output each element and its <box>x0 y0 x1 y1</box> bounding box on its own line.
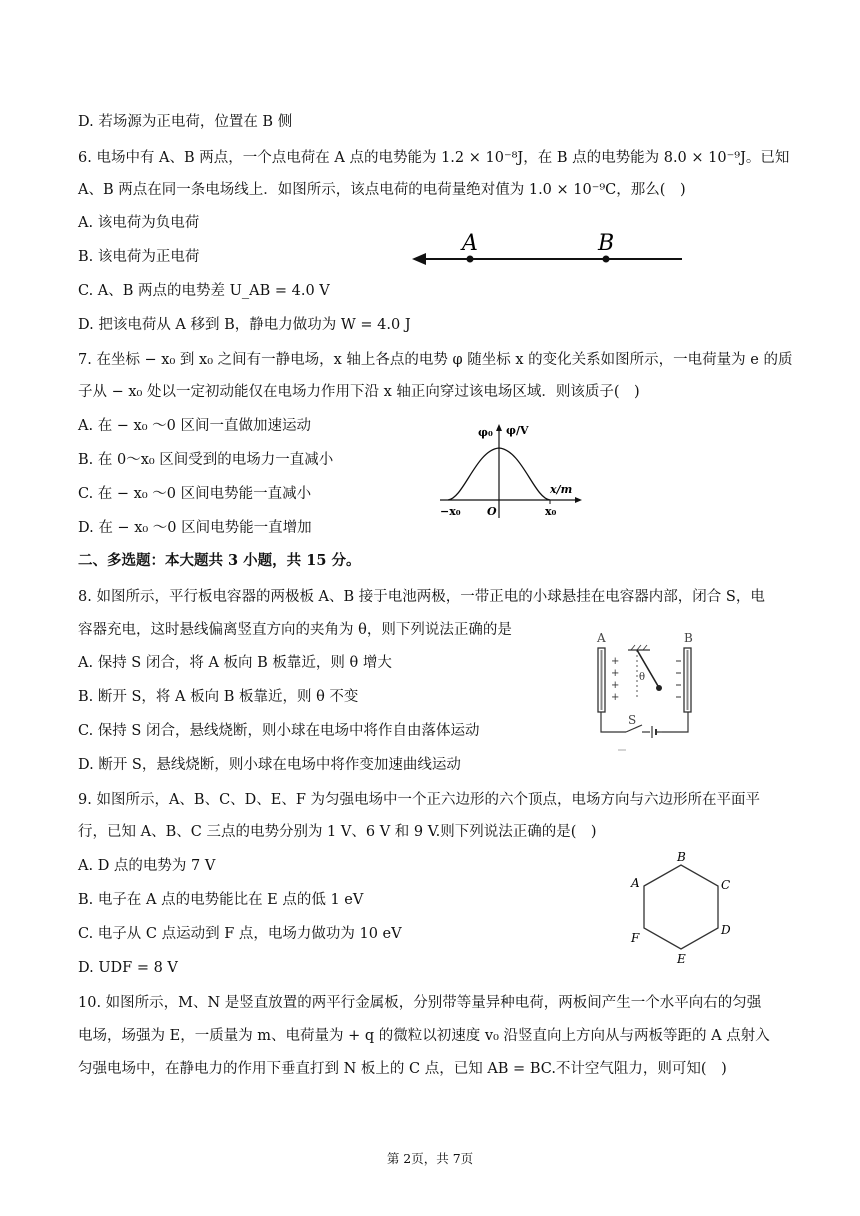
ceiling-hatch <box>631 645 647 650</box>
vertex-f-label: F <box>631 931 640 945</box>
text-line: D. 在 − x₀ ～0 区间电势能一直增加 <box>78 520 312 536</box>
text-line: 匀强电场中，在静电力的作用下垂直打到 N 板上的 C 点，已知 AB = BC.不计空气阻力，则可知( ) <box>78 1061 727 1077</box>
text-line: A. 在 − x₀ ～0 区间一直做加速运动 <box>78 418 311 434</box>
vertex-a-label: A <box>631 876 640 890</box>
text-line: 10. 如图所示，M、N 是竖直放置的两平行金属板，分别带等量异种电荷，两板间产生一个水平向右的匀强 <box>78 995 762 1011</box>
text-line: A. D 点的电势为 7 V <box>78 858 216 874</box>
phi0-label: φ₀ <box>478 426 493 439</box>
page-footer: 第 2页，共 7页 <box>386 1151 474 1166</box>
text-line: 6. 电场中有 A、B 两点，一个点电荷在 A 点的电势能为 1.2 × 10⁻⁸J，在 B 点的电势能为 8.0 × 10⁻⁹J。已知 <box>78 150 790 166</box>
text-line: 行，已知 A、B、C 三点的电势分别为 1 V、6 V 和 9 V.则下列说法正确的是( ) <box>78 824 597 840</box>
vertex-d-label: D <box>721 923 731 937</box>
text-line: C. 在 − x₀ ～0 区间电势能一直减小 <box>78 486 312 502</box>
neg-x0-label: −x₀ <box>440 505 461 518</box>
text-line: 电场，场强为 E，一质量为 m、电荷量为 + q 的微粒以初速度 v₀ 沿竖直向上方向从与两板等距的 A 点射入 <box>78 1028 770 1044</box>
svg-text:+: + <box>611 668 620 679</box>
plus-signs <box>611 656 619 703</box>
label-a: A <box>462 231 478 256</box>
text-line: C. 电子从 C 点运动到 F 点，电场力做功为 10 eV <box>78 926 402 942</box>
svg-text:+: + <box>611 656 620 667</box>
svg-text:+: + <box>611 680 620 691</box>
text-line: 容器充电，这时悬线偏离竖直方向的夹角为 θ，则下列说法正确的是 <box>78 622 512 638</box>
charged-ball <box>656 685 662 691</box>
wire-right <box>662 712 688 732</box>
text-line: A、B 两点在同一条电场线上．如图所示，该点电荷的电荷量绝对值为 1.0 × 10⁻⁹C，那么( ) <box>78 182 686 198</box>
y-axis-label: φ/V <box>506 424 529 437</box>
text-line: B. 该电荷为正电荷 <box>78 249 200 265</box>
text-line: C. A、B 两点的电势差 U_AB = 4.0 V <box>78 283 330 299</box>
x0-label: x₀ <box>545 505 557 518</box>
text-line: D. 断开 S，悬线烧断，则小球在电场中将作变加速曲线运动 <box>78 757 461 773</box>
field-line-figure <box>410 228 690 274</box>
label-b: B <box>598 231 615 256</box>
potential-graph <box>436 420 586 520</box>
text-line: B. 在 0～x₀ 区间受到的电场力一直减小 <box>78 452 334 468</box>
plate-b-label: B <box>684 631 693 645</box>
text-line: 9. 如图所示，A、B、C、D、E、F 为匀强电场中一个正六边形的六个顶点，电场方向与六边形所在平面平 <box>78 792 761 808</box>
plate-a-label: A <box>597 631 606 645</box>
text-line: B. 电子在 A 点的电势能比在 E 点的低 1 eV <box>78 892 364 908</box>
section-heading: 二、多选题：本大题共 3 小题，共 15 分。 <box>78 552 361 569</box>
text-line: D. 把该电荷从 A 移到 B，静电力做功为 W = 4.0 J <box>78 317 411 333</box>
point-b <box>603 256 610 263</box>
x-axis-arrow-icon <box>575 497 582 503</box>
vertex-b-label: B <box>677 850 686 864</box>
hexagon-figure <box>626 848 740 968</box>
text-line: D. 若场源为正电荷，位置在 B 侧 <box>78 114 293 130</box>
wire-left <box>601 712 626 732</box>
text-line: A. 该电荷为负电荷 <box>78 215 200 231</box>
hexagon <box>644 865 718 949</box>
text-line: D. UDF = 8 V <box>78 960 178 976</box>
text-line: A. 保持 S 闭合，将 A 板向 B 板靠近，则 θ 增大 <box>78 655 392 671</box>
switch-label: S <box>628 713 637 727</box>
point-a <box>467 256 474 263</box>
text-line: 7. 在坐标 − x₀ 到 x₀ 之间有一静电场，x 轴上各点的电势 φ 随坐标 x 的变化关系如图所示，一电荷量为 e 的质 <box>78 352 793 368</box>
origin-label: O <box>487 505 497 518</box>
x-axis-label: x/m <box>550 483 573 496</box>
capacitor-figure <box>588 628 708 754</box>
text-line: C. 保持 S 闭合，悬线烧断，则小球在电场中将作自由落体运动 <box>78 723 480 739</box>
text-line: 子从 − x₀ 处以一定初动能仅在电场力作用下沿 x 轴正向穿过该电场区域．则该质子( ) <box>78 384 640 400</box>
vertex-c-label: C <box>721 878 731 892</box>
theta-label: θ <box>639 672 646 683</box>
minus-signs <box>676 661 681 697</box>
text-line: B. 断开 S，将 A 板向 B 板靠近，则 θ 不变 <box>78 689 359 705</box>
text-line: 8. 如图所示，平行板电容器的两极板 A、B 接于电池两极，一带正电的小球悬挂在电容器内部，闭合 S，电 <box>78 589 765 605</box>
y-axis-arrow-icon <box>496 424 502 431</box>
svg-text:+: + <box>611 692 620 703</box>
vertex-e-label: E <box>677 952 686 966</box>
arrowhead-left-icon <box>412 253 426 265</box>
